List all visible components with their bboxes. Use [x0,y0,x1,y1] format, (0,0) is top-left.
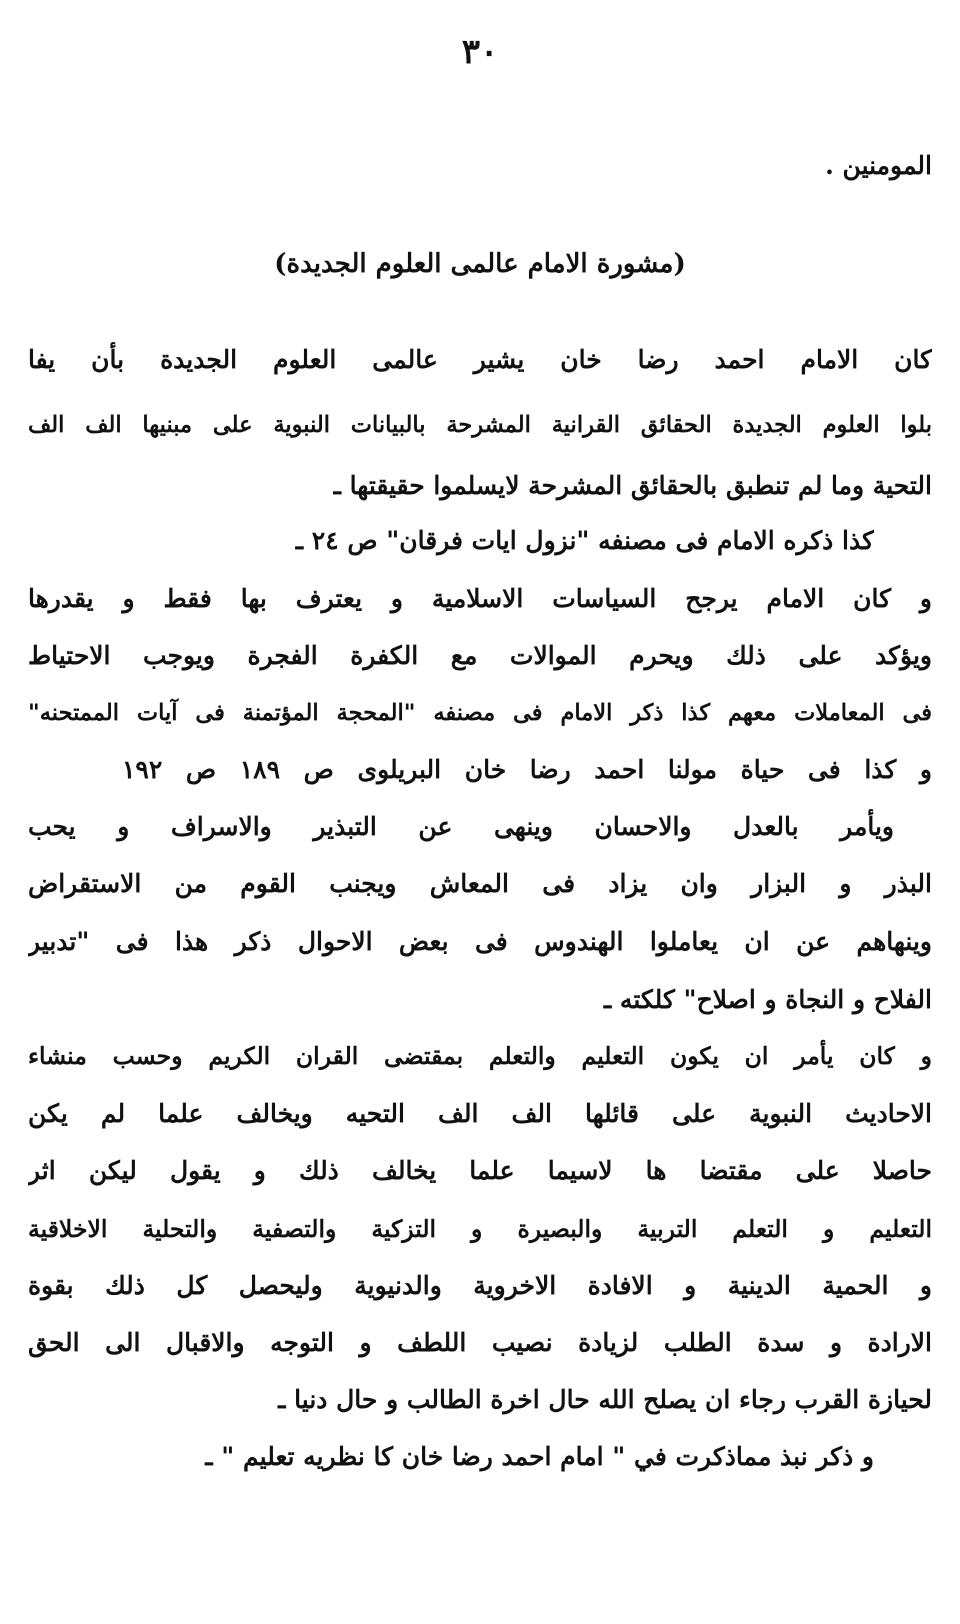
text-line: الفلاح و النجاة و اصلاح" كلكته ـ [603,985,932,1014]
text-line: فى المعاملات معهم كذا ذكر الامام فى مصنفه "المحجة المؤتمنة فى آيات الممتحنه" [28,700,932,726]
text-line: ويؤكد على ذلك ويحرم الموالات مع الكفرة الفجرة ويوجب الاحتياط [28,641,932,670]
section-heading: (مشورة الامام عالمى العلوم الجديدة) [274,249,686,279]
text-line: المومنين . [825,151,932,180]
text-line: حاصلا على مقتضا ها لاسيما علما يخالف ذلك و يقول ليكن اثر [28,1156,932,1185]
text-line: البذر و البزار وان يزاد فى المعاش ويجنب القوم من الاستقراض [28,869,932,898]
text-line: لحيازة القرب رجاء ان يصلح الله حال اخرة الطالب و حال دنيا ـ [278,1385,932,1414]
text-line: التحية وما لم تنطبق بالحقائق المشرحة لايسلموا حقيقتها ـ [333,471,932,500]
text-line: الاحاديث النبوية على قائلها الف الف التحيه ويخالف علما لم يكن [28,1099,932,1128]
text-line: و الحمية الدينية و الافادة الاخروية والدنيوية وليحصل كل ذلك بقوة [28,1271,932,1300]
text-line: كان الامام احمد رضا خان يشير عالمى العلوم الجديدة بأن يفا [28,345,932,374]
text-line: و كان الامام يرجح السياسات الاسلامية و يعترف بها فقط و يقدرها [28,584,932,613]
text-line: كذا ذكره الامام فى مصنفه "نزول ايات فرقان" ص ٢٤ ـ [295,526,874,555]
text-line: الارادة و سدة الطلب لزيادة نصيب اللطف و التوجه والاقبال الى الحق [28,1328,932,1357]
text-line: التعليم و التعلم التربية والبصيرة و التزكية والتصفية والتحلية الاخلاقية [28,1215,932,1243]
text-line: و كذا فى حياة مولنا احمد رضا خان البريلوى ص ١٨٩ ص ١٩٢ [122,755,932,784]
page-number: ٣٠ [461,32,499,72]
text-line: وينهاهم عن ان يعاملوا الهندوس فى بعض الاحوال ذكر هذا فى "تدبير [28,927,932,956]
text-line: بلوا العلوم الجديدة الحقائق القرانية المشرحة بالبيانات النبوية على مبنيها الف الف [28,412,932,438]
text-line: ويأمر بالعدل والاحسان وينهى عن التبذير والاسراف و يحب [28,812,894,841]
text-line: و ذكر نبذ مماذكرت في " امام احمد رضا خان كا نظريه تعليم " ـ [205,1442,874,1471]
text-line: و كان يأمر ان يكون التعليم والتعلم بمقتضى القران الكريم وحسب منشاء [28,1042,932,1070]
